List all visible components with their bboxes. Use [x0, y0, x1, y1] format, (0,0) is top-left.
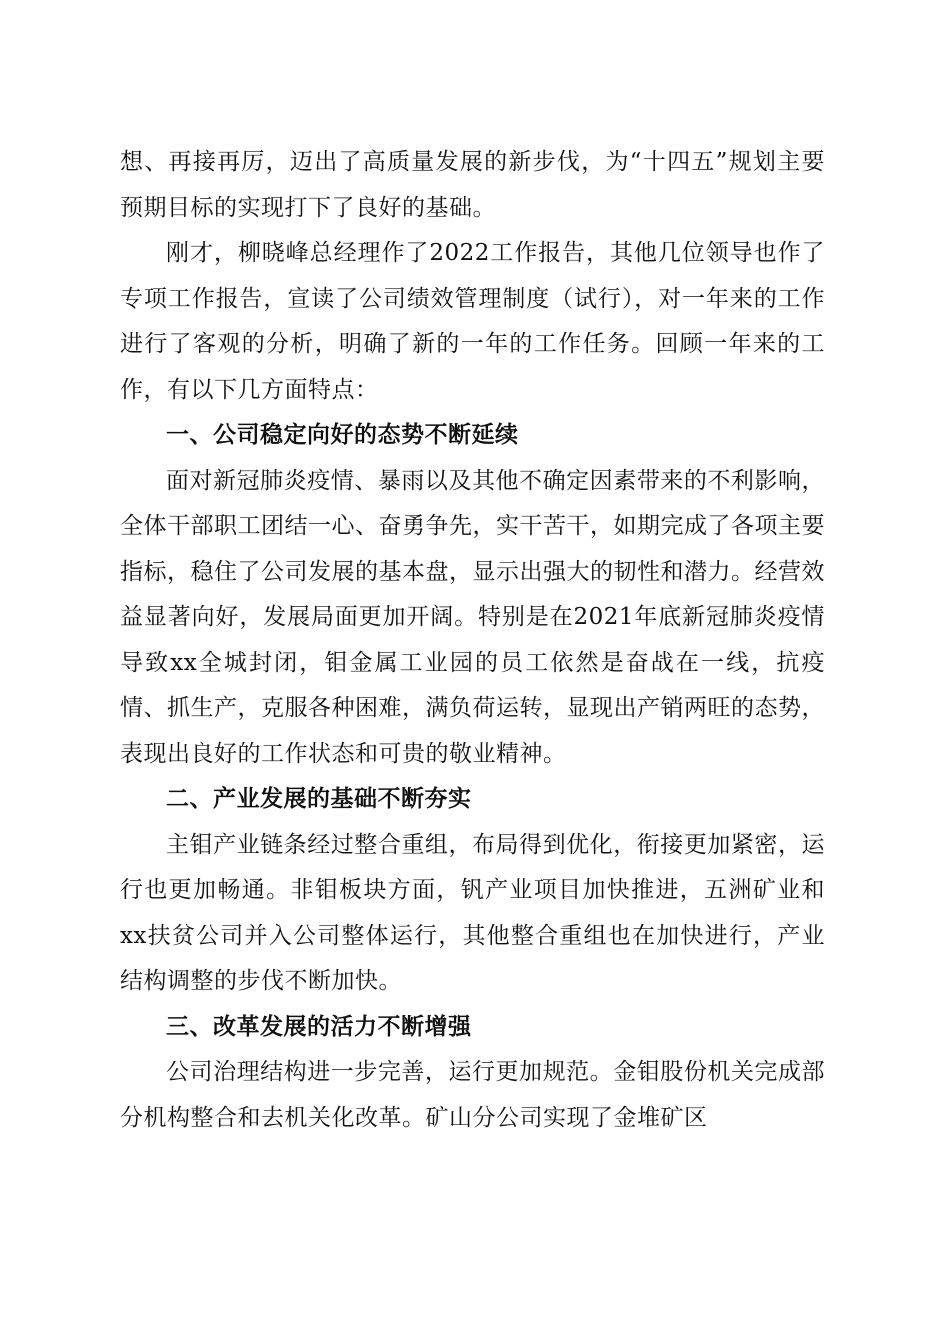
paragraph-section-3: 公司治理结构进一步完善，运行更加规范。金钼股份机关完成部分机构整合和去机关化改革。矿山分公司实现了金堆矿区 [120, 1059, 825, 1131]
document-body [120, 140, 825, 1141]
paragraph-continuation: 想、再接再厉，迈出了高质量发展的新步伐，为“十四五”规划主要预期目标的实现打下了良好的基础。 [120, 149, 825, 221]
paragraph-section-2: 主钼产业链条经过整合重组，布局得到优化，衔接更加紧密，运行也更加畅通。非钼板块方面，钒产业项目加快推进，五洲矿业和xx扶贫公司并入公司整体运行，其他整合重组也在加快进行，产业结构调整的步伐不断加快。 [120, 831, 825, 994]
section-heading-2: 二、产业发展的基础不断夯实 [166, 786, 472, 812]
section-heading-3: 三、改革发展的活力不断增强 [166, 1013, 472, 1040]
paragraph-section-1: 面对新冠肺炎疫情、暴雨以及其他不确定因素带来的不利影响，全体干部职工团结一心、奋勇争先，实干苦干，如期完成了各项主要指标，稳住了公司发展的基本盘，显示出强大的韧性和潜力。经营效益显著向好，发展局面更加开阔。特别是在2021年底新冠肺炎疫情导致xx全城封闭，钼金属工业园的员工依然是奋战在一线，抗疫情、抓生产，克服各种困难，满负荷运转，显现出产销两旺的态势，表现出良好的工作状态和可贵的敬业精神。 [120, 467, 825, 767]
section-heading-1: 一、公司稳定向好的态势不断延续 [166, 422, 519, 448]
paragraph-report-summary: 刚才，柳晓峰总经理作了2022工作报告，其他几位领导也作了专项工作报告，宣读了公司绩效管理制度（试行），对一年来的工作进行了客观的分析，明确了新的一年的工作任务。回顾一年来的工作，有以下几方面特点： [120, 240, 825, 403]
